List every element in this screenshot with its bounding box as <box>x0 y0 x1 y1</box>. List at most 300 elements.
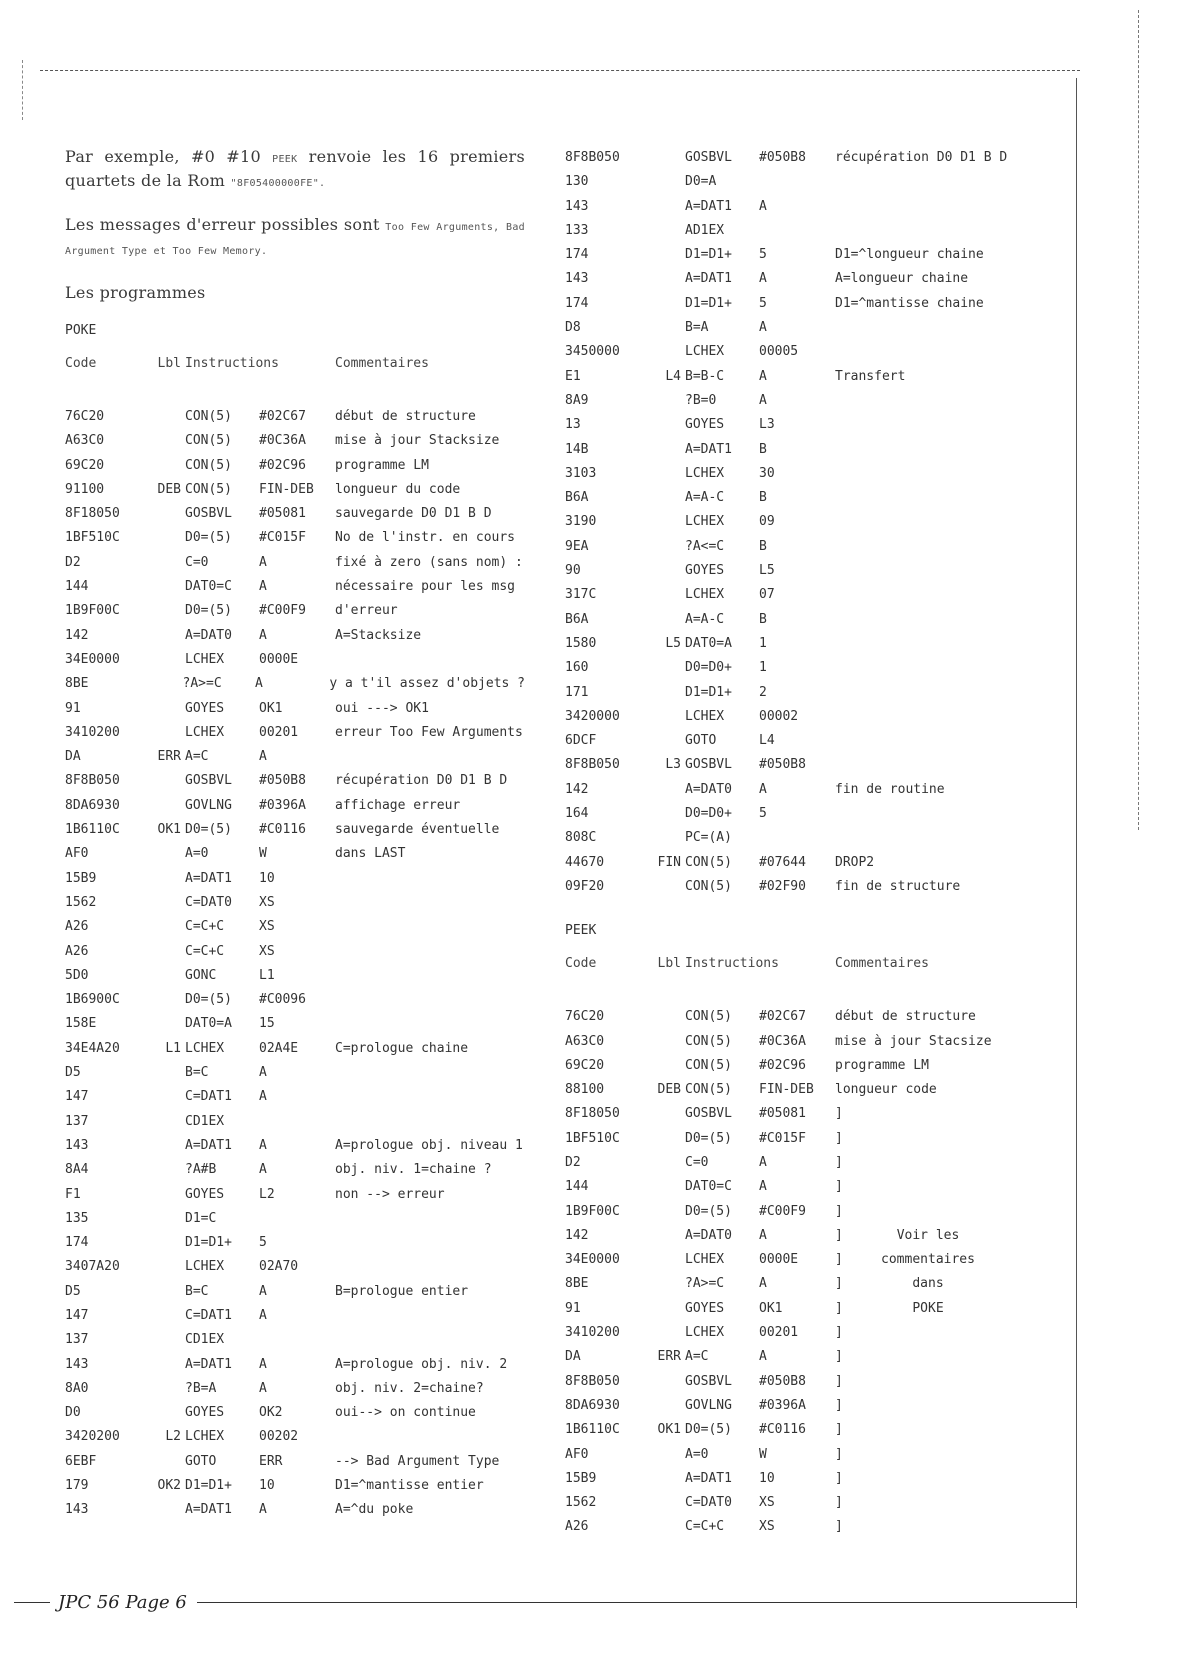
code-cell: D2 <box>565 1154 581 1170</box>
label-cell <box>645 1005 685 1029</box>
comment-cell <box>335 1207 525 1231</box>
operand-cell: 10 <box>259 1478 275 1494</box>
code-cell: AF0 <box>565 1446 589 1462</box>
label-cell <box>645 1467 685 1491</box>
instruction-cell: C=DAT0 <box>685 1495 732 1511</box>
operand-cell: #02C96 <box>259 457 306 473</box>
listing-row <box>565 195 1045 219</box>
listing-row <box>565 316 1045 340</box>
comment-cell: ] <box>835 1252 843 1268</box>
code-cell: 144 <box>65 579 89 595</box>
operand-cell: A <box>259 1356 267 1372</box>
operand-cell: #05081 <box>259 506 306 522</box>
comment-cell <box>335 1012 525 1036</box>
instruction-cell: PC=(A) <box>685 830 732 846</box>
comment-cell: début de structure <box>835 1009 976 1025</box>
instruction-cell: GOSBVL <box>685 150 732 165</box>
listing-row <box>565 219 1045 243</box>
intro-text: Les messages d'erreur possibles sont <box>65 215 386 234</box>
operand-cell: B <box>759 490 767 506</box>
label-cell <box>645 1054 685 1078</box>
comment-cell: ] <box>835 1495 843 1511</box>
operand-cell: A <box>759 271 767 287</box>
listing-row <box>65 1474 525 1498</box>
header-comments: Commentaires <box>335 356 429 371</box>
code-cell: 135 <box>65 1210 89 1226</box>
operand-cell: FIN-DEB <box>259 481 314 497</box>
comment-cell: ] <box>835 1422 843 1438</box>
comment-cell: mise à jour Stacksize <box>335 433 500 449</box>
listing-row <box>65 1134 525 1158</box>
comment-cell <box>335 964 525 988</box>
comment-cell: D1=^mantisse chaine <box>835 295 984 311</box>
code-cell: D5 <box>65 1065 81 1081</box>
code-cell: 1B9F00C <box>65 603 120 619</box>
listing-row <box>65 1280 525 1304</box>
operand-cell: #050B8 <box>759 150 806 165</box>
label-cell <box>645 1248 685 1272</box>
instruction-cell: GOYES <box>185 700 225 716</box>
listing-row <box>565 583 1045 607</box>
label-cell <box>145 697 185 721</box>
instruction-cell: ?A>=C <box>685 1276 725 1292</box>
listing-row <box>65 429 525 453</box>
listing-row <box>565 1443 1045 1467</box>
listing-row <box>565 535 1045 559</box>
comment-cell: mise à jour Stacsize <box>835 1033 992 1049</box>
intro-text: Par exemple, #0 #10 <box>65 147 273 166</box>
code-cell: 8F8B050 <box>565 150 620 165</box>
operand-cell: #C00F9 <box>259 603 306 619</box>
operand-cell: 30 <box>759 465 775 481</box>
operand-cell: A <box>259 1283 267 1299</box>
instruction-cell: D0=(5) <box>685 1422 732 1438</box>
rom-value: "8F05400000FE". <box>230 178 326 189</box>
label-cell <box>645 1370 685 1394</box>
instruction-cell: D0=(5) <box>185 603 232 619</box>
code-cell: 6EBF <box>65 1453 97 1469</box>
comment-cell: ] <box>835 1397 843 1413</box>
comment-cell: Transfert <box>835 368 906 384</box>
code-cell: 8DA6930 <box>565 1397 620 1413</box>
label-cell <box>645 1127 685 1151</box>
listing-row <box>565 1394 1045 1418</box>
code-cell: 44670 <box>565 854 605 870</box>
label-cell <box>645 1200 685 1224</box>
listing-row <box>65 867 525 891</box>
label-cell <box>645 438 685 462</box>
operand-cell: A <box>759 392 767 408</box>
label-cell <box>145 721 185 745</box>
instruction-cell: DAT0=C <box>185 579 232 595</box>
label-cell <box>145 1377 185 1401</box>
instruction-cell: D0=(5) <box>185 822 232 838</box>
operand-cell: #050B8 <box>259 773 306 789</box>
operand-cell: #07644 <box>759 854 806 870</box>
instruction-cell: A=DAT0 <box>685 781 732 797</box>
code-cell: 1562 <box>65 894 97 910</box>
listing-row <box>565 729 1045 753</box>
label-cell <box>645 656 685 680</box>
listing-row <box>65 915 525 939</box>
operand-cell: OK1 <box>259 700 283 716</box>
code-cell: 3410200 <box>565 1325 620 1341</box>
comment-cell: obj. niv. 2=chaine? <box>335 1380 484 1396</box>
listing-row <box>65 624 525 648</box>
label-cell <box>145 1255 185 1279</box>
instruction-cell: GOSBVL <box>685 757 732 773</box>
label-cell <box>645 1491 685 1515</box>
operand-cell: W <box>759 1446 767 1462</box>
code-cell: 164 <box>565 806 589 822</box>
code-cell: 1BF510C <box>565 1130 620 1146</box>
comment-cell: ] <box>835 1203 843 1219</box>
listing-row <box>565 1078 1045 1102</box>
operand-cell: A <box>259 749 267 765</box>
header-comments: Commentaires <box>835 956 929 972</box>
listing-row <box>65 405 525 429</box>
listing-row <box>565 632 1045 656</box>
note-line: Voir les <box>896 1227 960 1243</box>
code-cell: 90 <box>565 563 581 579</box>
code-cell: 158E <box>65 1016 97 1032</box>
instruction-cell: A=DAT1 <box>685 198 732 214</box>
operand-cell: 10 <box>259 870 275 886</box>
operand-cell: A <box>259 1380 267 1396</box>
left-column <box>65 146 525 1523</box>
operand-cell: #0396A <box>259 797 306 813</box>
comment-cell <box>835 705 1045 729</box>
instruction-cell: DAT0=C <box>685 1179 732 1195</box>
label-cell <box>145 624 185 648</box>
operand-cell: A <box>259 1307 267 1323</box>
code-cell: A26 <box>565 1519 589 1535</box>
comment-cell: fin de structure <box>835 878 961 894</box>
code-cell: 91100 <box>65 481 105 497</box>
comment-cell: C=prologue chaine <box>335 1040 469 1056</box>
code-cell: D2 <box>65 554 81 570</box>
label-cell <box>645 340 685 364</box>
code-cell: 76C20 <box>65 409 105 424</box>
comment-cell: sauvegarde éventuelle <box>335 822 500 838</box>
comment-cell: D1=^longueur chaine <box>835 247 984 263</box>
operand-cell: OK2 <box>259 1405 283 1421</box>
code-cell: 8A9 <box>565 392 589 408</box>
code-cell: A63C0 <box>565 1033 605 1049</box>
listing-row <box>565 1370 1045 1394</box>
listing-row <box>565 1467 1045 1491</box>
listing-row <box>65 1231 525 1255</box>
instruction-cell: A=C <box>685 1349 709 1365</box>
instruction-cell: GOYES <box>685 417 725 433</box>
comment-cell <box>835 510 1045 534</box>
operand-cell: XS <box>759 1519 775 1535</box>
note-line: POKE <box>912 1300 944 1316</box>
listing-row <box>565 802 1045 826</box>
operand-cell: 0000E <box>259 651 299 667</box>
operand-cell: #C0116 <box>259 822 306 838</box>
instruction-cell: CON(5) <box>185 481 232 497</box>
label-cell <box>145 502 185 526</box>
label-cell <box>145 891 185 915</box>
code-cell: A26 <box>65 919 89 935</box>
code-cell: 8A0 <box>65 1380 89 1396</box>
error-names: Too Few Arguments, Bad Argument Type <box>65 222 525 257</box>
code-cell: AF0 <box>65 846 89 862</box>
listing-row <box>565 1151 1045 1175</box>
code-cell: D8 <box>565 320 581 336</box>
label-cell <box>145 915 185 939</box>
comment-cell <box>835 583 1045 607</box>
comment-cell: A=prologue obj. niveau 1 <box>335 1137 523 1153</box>
listing-row <box>565 146 1045 170</box>
code-cell: 174 <box>565 295 589 311</box>
operand-cell: #C015F <box>759 1130 806 1146</box>
comment-cell: No de l'instr. en cours <box>335 530 516 546</box>
listing-row <box>565 170 1045 194</box>
listing-row <box>65 599 525 623</box>
listing-row <box>65 1158 525 1182</box>
listing-row <box>65 988 525 1012</box>
listing-row <box>565 438 1045 462</box>
label-cell <box>645 802 685 826</box>
header-instructions: Instructions <box>185 356 279 371</box>
label-cell <box>145 1328 185 1352</box>
listing-row <box>565 365 1045 389</box>
listing-row <box>565 1345 1045 1369</box>
listing-row <box>565 413 1045 437</box>
code-cell: 69C20 <box>565 1057 605 1073</box>
code-cell: 8F18050 <box>565 1106 620 1122</box>
listing-row <box>65 745 525 769</box>
comment-cell: fin de routine <box>835 781 945 797</box>
instruction-cell: GOTO <box>685 733 717 749</box>
label-cell <box>145 405 185 429</box>
listing-row <box>65 575 525 599</box>
operand-cell: A <box>759 198 767 214</box>
instruction-cell: GOYES <box>685 1300 725 1316</box>
instruction-cell: C=C+C <box>685 1519 725 1535</box>
code-cell: 91 <box>65 700 81 716</box>
comment-cell: B=prologue entier <box>335 1283 469 1299</box>
operand-cell: B <box>759 538 767 554</box>
listing-row <box>65 1012 525 1036</box>
comment-cell: longueur du code <box>335 481 461 497</box>
code-cell: 1580 <box>565 635 597 651</box>
comment-cell <box>835 316 1045 340</box>
comment-cell <box>835 826 1045 850</box>
label-cell <box>145 1231 185 1255</box>
code-cell: 160 <box>565 660 589 676</box>
code-cell: 1562 <box>565 1495 597 1511</box>
instruction-cell: LCHEX <box>685 465 725 481</box>
comment-cell <box>835 438 1045 462</box>
listing-row <box>65 1353 525 1377</box>
instruction-cell: C=C+C <box>185 943 225 959</box>
code-cell: 133 <box>565 222 589 238</box>
comment-cell: d'erreur <box>335 603 398 619</box>
instruction-cell: LCHEX <box>685 514 725 530</box>
operand-cell: 00201 <box>759 1325 799 1341</box>
label-cell <box>145 964 185 988</box>
code-cell: 137 <box>65 1332 89 1348</box>
label-cell <box>145 454 185 478</box>
label-cell <box>645 1443 685 1467</box>
operand-cell: L5 <box>759 563 775 579</box>
instruction-cell: B=C <box>185 1283 209 1299</box>
operand-cell: A <box>759 781 767 797</box>
poke-table-header <box>65 356 525 371</box>
label-cell <box>145 1134 185 1158</box>
comment-cell <box>835 462 1045 486</box>
instruction-cell: C=C+C <box>185 919 225 935</box>
label-cell <box>145 1401 185 1425</box>
listing-row <box>565 1491 1045 1515</box>
page-footer <box>14 1592 1077 1613</box>
code-cell: 142 <box>565 1227 589 1243</box>
operand-cell: 00201 <box>259 724 299 740</box>
label-cell <box>645 1175 685 1199</box>
operand-cell: A <box>259 627 267 643</box>
instruction-cell: GOSBVL <box>685 1373 732 1389</box>
comment-cell <box>835 535 1045 559</box>
instruction-cell: LCHEX <box>185 651 225 667</box>
instruction-cell: ?B=0 <box>685 392 717 408</box>
code-cell: 143 <box>565 271 589 287</box>
code-cell: 143 <box>65 1356 89 1372</box>
label-cell: OK2 <box>157 1478 181 1494</box>
label-cell <box>145 648 185 672</box>
label-cell: L5 <box>665 635 681 651</box>
comment-cell: oui--> on continue <box>335 1405 476 1421</box>
instruction-cell: GOYES <box>685 563 725 579</box>
operand-cell: A <box>259 1162 267 1178</box>
label-cell: ERR <box>157 749 181 765</box>
code-cell: 808C <box>565 830 597 846</box>
listing-row <box>565 1127 1045 1151</box>
listing-row <box>65 1328 525 1352</box>
instruction-cell: GOSBVL <box>685 1106 732 1122</box>
code-cell: 8F8B050 <box>65 773 120 789</box>
header-code: Code <box>65 356 97 371</box>
instruction-cell: GOVLNG <box>685 1397 732 1413</box>
label-cell <box>645 1102 685 1126</box>
code-cell: B6A <box>565 611 589 627</box>
instruction-cell: GOYES <box>185 1186 225 1202</box>
operand-cell: #05081 <box>759 1106 806 1122</box>
operand-cell: #C0096 <box>259 992 306 1008</box>
instruction-cell: A=C <box>185 749 209 765</box>
operand-cell: #050B8 <box>759 757 806 773</box>
code-cell: 13 <box>565 417 581 433</box>
comment-cell <box>335 867 525 891</box>
code-cell: D5 <box>65 1283 81 1299</box>
listing-row <box>565 1175 1045 1199</box>
operand-cell: #02C67 <box>759 1009 806 1025</box>
label-cell: FIN <box>657 854 681 870</box>
instruction-cell: B=C <box>185 1065 209 1081</box>
instruction-cell: A=DAT1 <box>685 1470 732 1486</box>
label-cell <box>145 1450 185 1474</box>
code-cell: 91 <box>565 1300 581 1316</box>
comment-cell <box>835 486 1045 510</box>
code-cell: F1 <box>65 1186 81 1202</box>
code-cell: 147 <box>65 1307 89 1323</box>
listing-row <box>565 1515 1045 1539</box>
code-cell: 09F20 <box>565 878 605 894</box>
instruction-cell: D0=(5) <box>685 1203 732 1219</box>
listing-row <box>65 1255 525 1279</box>
comment-cell: obj. niv. 1=chaine ? <box>335 1162 492 1178</box>
code-cell: 171 <box>565 684 589 700</box>
code-cell: A26 <box>65 943 89 959</box>
listing-row <box>565 1102 1045 1126</box>
comment-cell: A=^du poke <box>335 1502 414 1518</box>
code-cell: 147 <box>65 1089 89 1105</box>
label-cell <box>145 1012 185 1036</box>
operand-cell: 15 <box>259 1016 275 1032</box>
instruction-cell: C=0 <box>685 1154 709 1170</box>
label-cell <box>145 1085 185 1109</box>
label-cell <box>145 842 185 866</box>
label-cell <box>645 292 685 316</box>
comment-cell <box>335 1061 525 1085</box>
label-cell: L2 <box>165 1429 181 1445</box>
listing-row <box>565 681 1045 705</box>
code-cell: 1B6110C <box>65 822 120 838</box>
instruction-cell: LCHEX <box>685 587 725 603</box>
code-cell: 144 <box>565 1179 589 1195</box>
listing-row <box>65 1304 525 1328</box>
label-cell <box>645 681 685 705</box>
comment-cell: ] <box>835 1276 843 1292</box>
label-cell <box>645 1030 685 1054</box>
code-cell: 3410200 <box>65 724 120 740</box>
label-cell <box>645 462 685 486</box>
comment-cell <box>335 915 525 939</box>
operand-cell: A <box>759 1179 767 1195</box>
code-cell: 76C20 <box>565 1009 605 1025</box>
instruction-cell: C=DAT0 <box>185 894 232 910</box>
comment-cell <box>335 1304 525 1328</box>
instruction-cell: GOTO <box>185 1453 217 1469</box>
label-cell <box>145 599 185 623</box>
label-cell: ERR <box>657 1349 681 1365</box>
comment-cell: ] <box>835 1519 843 1535</box>
listing-row <box>565 292 1045 316</box>
comment-cell <box>335 891 525 915</box>
note-line: dans <box>912 1276 944 1292</box>
instruction-cell: LCHEX <box>685 344 725 360</box>
listing-row <box>565 267 1045 291</box>
instruction-cell: A=DAT1 <box>185 1137 232 1153</box>
comment-cell: nécessaire pour les msg <box>335 579 516 595</box>
code-cell: 34E0000 <box>65 651 120 667</box>
listing-row <box>565 243 1045 267</box>
instruction-cell: DAT0=A <box>185 1016 232 1032</box>
comment-cell: programme LM <box>835 1057 929 1073</box>
comment-cell <box>335 940 525 964</box>
instruction-cell: A=DAT0 <box>185 627 232 643</box>
listing-row <box>565 510 1045 534</box>
code-cell: 130 <box>565 174 589 190</box>
intro-text: et <box>147 246 173 257</box>
operand-cell: #0396A <box>759 1397 806 1413</box>
comment-cell <box>335 1085 525 1109</box>
instruction-cell: D1=D1+ <box>685 247 732 263</box>
comment-cell <box>835 170 1045 194</box>
comment-cell: ] <box>835 1106 843 1122</box>
